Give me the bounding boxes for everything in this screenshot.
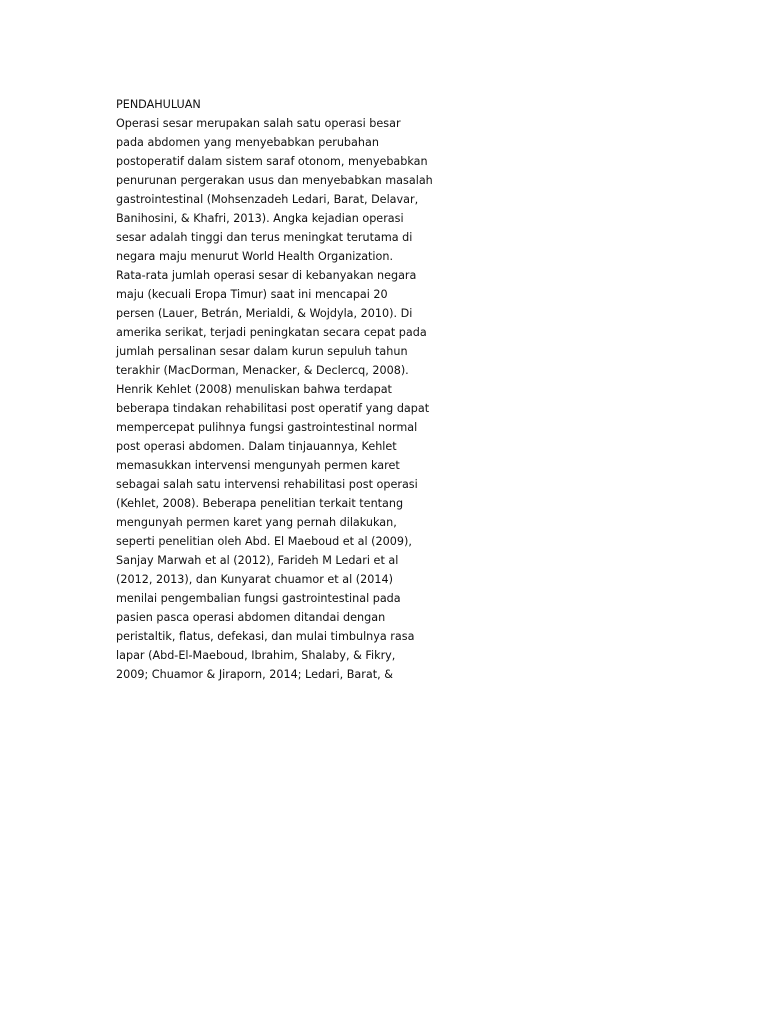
paragraph-line: seperti penelitian oleh Abd. El Maeboud et al (2009),: [116, 535, 412, 548]
paragraph-line: postoperatif dalam sistem saraf otonom, menyebabkan: [116, 155, 428, 168]
document-body: [116, 95, 446, 684]
paragraph-line: maju (kecuali Eropa Timur) saat ini mencapai 20: [116, 288, 388, 301]
paragraph-line: mengunyah permen karet yang pernah dilakukan,: [116, 516, 397, 529]
paragraph-line: negara maju menurut World Health Organization.: [116, 250, 394, 263]
paragraph-line: jumlah persalinan sesar dalam kurun sepuluh tahun: [116, 345, 408, 358]
paragraph-line: Henrik Kehlet (2008) menuliskan bahwa terdapat: [116, 383, 392, 396]
paragraph-line: persen (Lauer, Betrán, Merialdi, & Wojdyla, 2010). Di: [116, 307, 413, 320]
paragraph-line: 2009; Chuamor & Jiraporn, 2014; Ledari, Barat, &: [116, 668, 393, 681]
paragraph-line: post operasi abdomen. Dalam tinjauannya, Kehlet: [116, 440, 397, 453]
paragraph-line: pasien pasca operasi abdomen ditandai dengan: [116, 611, 386, 624]
section-heading: PENDAHULUAN: [116, 98, 201, 111]
paragraph-line: mempercepat pulihnya fungsi gastrointestinal normal: [116, 421, 418, 434]
paragraph-line: memasukkan intervensi mengunyah permen karet: [116, 459, 400, 472]
paragraph-line: Rata-rata jumlah operasi sesar di kebanyakan negara: [116, 269, 417, 282]
paragraph-line: (2012, 2013), dan Kunyarat chuamor et al (2014): [116, 573, 393, 586]
paragraph-line: Sanjay Marwah et al (2012), Farideh M Ledari et al: [116, 554, 399, 567]
paragraph-line: penurunan pergerakan usus dan menyebabkan masalah: [116, 174, 433, 187]
paragraph-line: Operasi sesar merupakan salah satu operasi besar: [116, 117, 401, 130]
paragraph-line: gastrointestinal (Mohsenzadeh Ledari, Barat, Delavar,: [116, 193, 419, 206]
paragraph-line: amerika serikat, terjadi peningkatan secara cepat pada: [116, 326, 427, 339]
paragraph-line: (Kehlet, 2008). Beberapa penelitian terkait tentang: [116, 497, 404, 510]
paragraph-line: Banihosini, & Khafri, 2013). Angka kejadian operasi: [116, 212, 404, 225]
paragraph-line: pada abdomen yang menyebabkan perubahan: [116, 136, 379, 149]
paragraph-line: menilai pengembalian fungsi gastrointestinal pada: [116, 592, 401, 605]
paragraph-line: sebagai salah satu intervensi rehabilitasi post operasi: [116, 478, 418, 491]
paragraph-line: beberapa tindakan rehabilitasi post operatif yang dapat: [116, 402, 430, 415]
paragraph-line: lapar (Abd-El-Maeboud, Ibrahim, Shalaby, & Fikry,: [116, 649, 396, 662]
paragraph-line: sesar adalah tinggi dan terus meningkat terutama di: [116, 231, 413, 244]
paragraph-line: terakhir (MacDorman, Menacker, & Declercq, 2008).: [116, 364, 409, 377]
paragraph-line: peristaltik, flatus, defekasi, dan mulai timbulnya rasa: [116, 630, 415, 643]
